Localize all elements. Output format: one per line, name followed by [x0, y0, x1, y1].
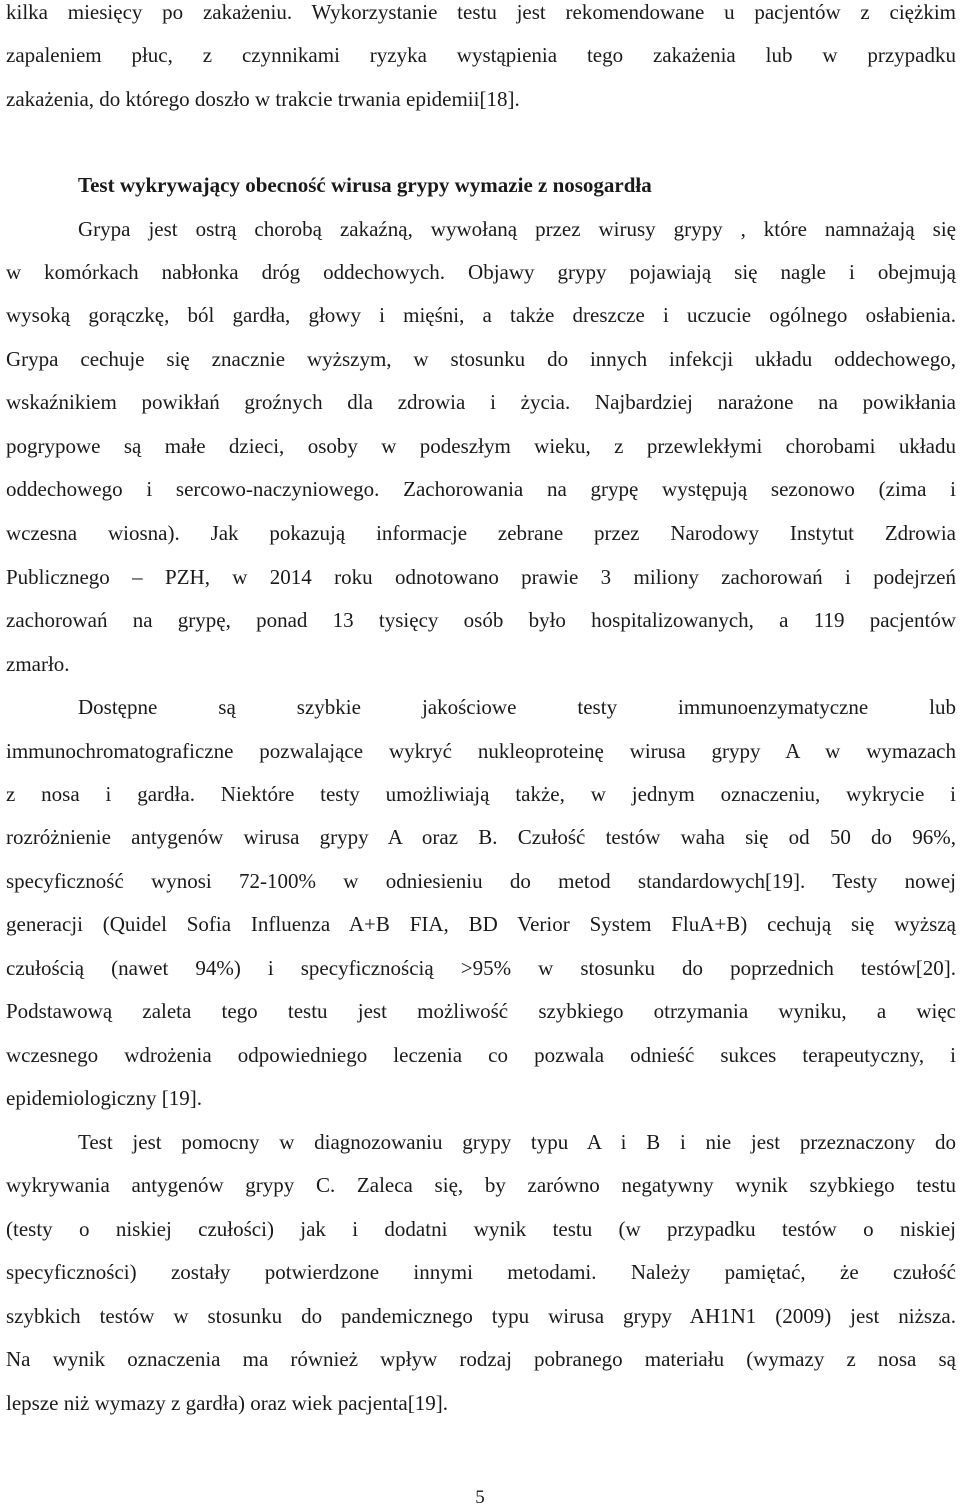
paragraph3-line-7: lepsze niż wymazy z gardła) oraz wiek pacjenta[19]. — [6, 1391, 448, 1415]
paragraph1-line-4: Grypa cechuje się znacznie wyższym, w stosunku do innych infekcji układu oddechowego, — [6, 347, 956, 371]
intro-line-3: zakażenia, do którego doszło w trakcie trwania epidemii[18]. — [6, 87, 520, 111]
paragraph1-line-8: wczesna wiosna). Jak pokazują informacje zebrane przez Narodowy Instytut Zdrowia — [6, 521, 956, 545]
intro-line-1: kilka miesięcy po zakażeniu. Wykorzystanie testu jest rekomendowane u pacjentów z ciężkim — [6, 0, 956, 24]
page-number: 5 — [475, 1487, 485, 1508]
paragraph1-line-5: wskaźnikiem powikłań groźnych dla zdrowia i życia. Najbardziej narażone na powikłania — [6, 390, 956, 414]
paragraph2-line-9: wczesnego wdrożenia odpowiedniego leczenia co pozwala odnieść sukces terapeutyczny, i — [6, 1043, 956, 1067]
paragraph3-line-3: (testy o niskiej czułości) jak i dodatni wynik testu (w przypadku testów o niskiej — [6, 1217, 956, 1241]
paragraph1-line-10: zachorowań na grypę, ponad 13 tysięcy osób było hospitalizowanych, a 119 pacjentów — [6, 608, 956, 632]
paragraph2-line-8: Podstawową zaleta tego testu jest możliwość szybkiego otrzymania wyniku, a więc — [6, 999, 956, 1023]
paragraph1-line-9: Publicznego – PZH, w 2014 roku odnotowano prawie 3 miliony zachorowań i podejrzeń — [6, 565, 956, 589]
paragraph3-line-6: Na wynik oznaczenia ma również wpływ rodzaj pobranego materiału (wymazy z nosa są — [6, 1347, 956, 1371]
paragraph2-line-1: Dostępne są szybkie jakościowe testy immunoenzymatyczne lub — [78, 695, 956, 719]
paragraph1-line-3: wysoką gorączkę, ból gardła, głowy i mięśni, a także dreszcze i uczucie ogólnego osłabienia. — [6, 303, 956, 327]
paragraph2-line-4: rozróżnienie antygenów wirusa grypy A oraz B. Czułość testów waha się od 50 do 96%, — [6, 825, 956, 849]
section-heading: Test wykrywający obecność wirusa grypy wymazie z nosogardła — [78, 173, 652, 197]
paragraph3-line-4: specyficzności) zostały potwierdzone innymi metodami. Należy pamiętać, że czułość — [6, 1260, 956, 1284]
paragraph2-line-7: czułością (nawet 94%) i specyficznością >95% w stosunku do poprzednich testów[20]. — [6, 956, 956, 980]
paragraph2-line-5: specyficzność wynosi 72-100% w odniesieniu do metod standardowych[19]. Testy nowej — [6, 869, 956, 893]
paragraph2-line-2: immunochromatograficzne pozwalające wykryć nukleoproteinę wirusa grypy A w wymazach — [6, 739, 956, 763]
paragraph2-line-6: generacji (Quidel Sofia Influenza A+B FIA, BD Verior System FluA+B) cechują się wyższą — [6, 912, 956, 936]
paragraph2-line-3: z nosa i gardła. Niektóre testy umożliwiają także, w jednym oznaczeniu, wykrycie i — [6, 782, 956, 806]
paragraph1-line-7: oddechowego i sercowo-naczyniowego. Zachorowania na grypę występują sezonowo (zima i — [6, 477, 956, 501]
paragraph3-line-5: szybkich testów w stosunku do pandemicznego typu wirusa grypy AH1N1 (2009) jest niższa. — [6, 1304, 956, 1328]
intro-line-2: zapaleniem płuc, z czynnikami ryzyka wystąpienia tego zakażenia lub w przypadku — [6, 43, 956, 67]
paragraph3-line-2: wykrywania antygenów grypy C. Zaleca się, by zarówno negatywny wynik szybkiego testu — [6, 1173, 956, 1197]
paragraph3-line-1: Test jest pomocny w diagnozowaniu grypy typu A i B i nie jest przeznaczony do — [78, 1130, 956, 1154]
paragraph1-line-2: w komórkach nabłonka dróg oddechowych. Objawy grypy pojawiają się nagle i obejmują — [6, 260, 956, 284]
paragraph2-line-10: epidemiologiczny [19]. — [6, 1086, 202, 1110]
paragraph1-line-1: Grypa jest ostrą chorobą zakaźną, wywołaną przez wirusy grypy , które namnażają się — [78, 217, 956, 241]
paragraph1-line-6: pogrypowe są małe dzieci, osoby w podeszłym wieku, z przewlekłymi chorobami układu — [6, 434, 956, 458]
paragraph1-line-11: zmarło. — [6, 652, 70, 676]
